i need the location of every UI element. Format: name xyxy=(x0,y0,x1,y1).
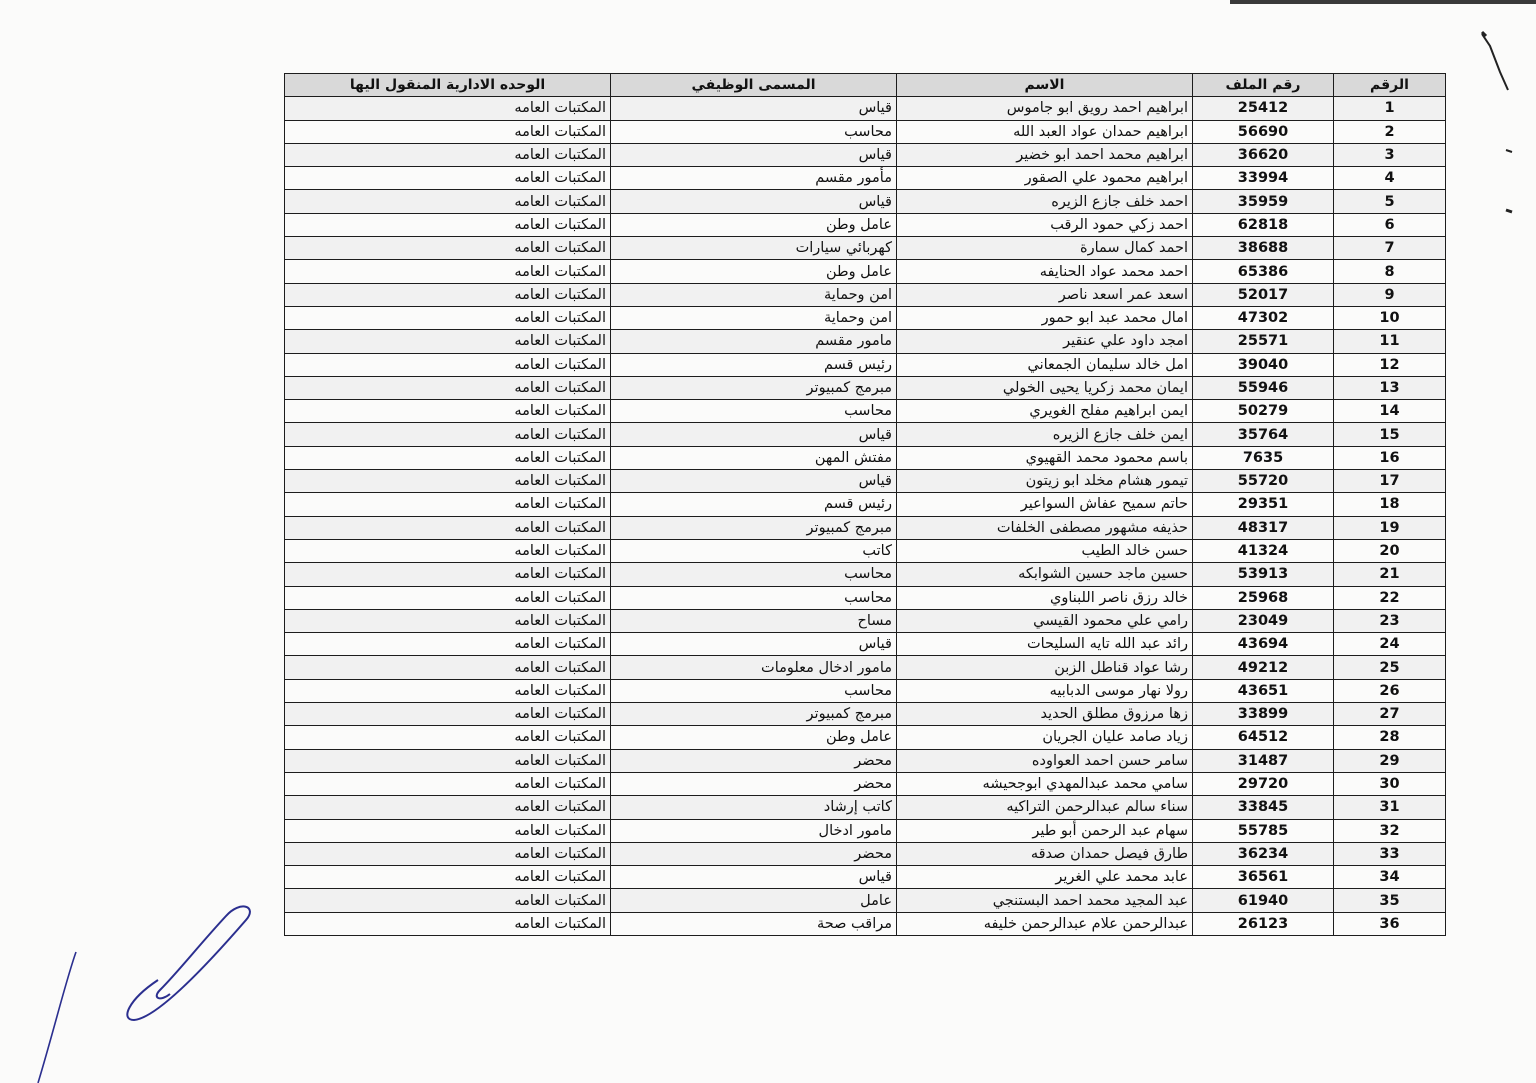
table-row xyxy=(285,330,1446,353)
cell-number: 14 xyxy=(1334,400,1446,423)
cell-admin-unit: المكتبات العامه xyxy=(285,400,611,423)
table-row xyxy=(285,866,1446,889)
cell-admin-unit: المكتبات العامه xyxy=(285,749,611,772)
cell-name: امل خالد سليمان الجمعاني xyxy=(897,353,1193,376)
cell-name: حسين ماجد حسين الشوابكه xyxy=(897,563,1193,586)
cell-admin-unit: المكتبات العامه xyxy=(285,819,611,842)
cell-name: زياد صامد عليان الجريان xyxy=(897,726,1193,749)
cell-file-number: 38688 xyxy=(1193,237,1334,260)
header-admin-unit: الوحده الادارية المنقول اليها xyxy=(285,74,611,97)
cell-number: 6 xyxy=(1334,213,1446,236)
header-file-number: رقم الملف xyxy=(1193,74,1334,97)
cell-file-number: 7635 xyxy=(1193,446,1334,469)
table-row xyxy=(285,633,1446,656)
table-row xyxy=(285,353,1446,376)
cell-admin-unit: المكتبات العامه xyxy=(285,446,611,469)
cell-name: عابد محمد علي الغرير xyxy=(897,866,1193,889)
cell-name: زها مرزوق مطلق الحديد xyxy=(897,703,1193,726)
cell-job-title: عامل xyxy=(611,889,897,912)
cell-job-title: رئيس قسم xyxy=(611,493,897,516)
cell-name: حاتم سميح عفاش السواعير xyxy=(897,493,1193,516)
cell-file-number: 36620 xyxy=(1193,143,1334,166)
table-row xyxy=(285,819,1446,842)
cell-name: سناء سالم عبدالرحمن التراكيه xyxy=(897,796,1193,819)
cell-admin-unit: المكتبات العامه xyxy=(285,423,611,446)
cell-number: 15 xyxy=(1334,423,1446,446)
cell-file-number: 33899 xyxy=(1193,703,1334,726)
cell-file-number: 65386 xyxy=(1193,260,1334,283)
table-row xyxy=(285,772,1446,795)
table-row xyxy=(285,470,1446,493)
cell-file-number: 48317 xyxy=(1193,516,1334,539)
cell-number: 9 xyxy=(1334,283,1446,306)
cell-file-number: 36234 xyxy=(1193,842,1334,865)
cell-number: 26 xyxy=(1334,679,1446,702)
cell-admin-unit: المكتبات العامه xyxy=(285,726,611,749)
table-row xyxy=(285,400,1446,423)
table-row xyxy=(285,796,1446,819)
cell-number: 21 xyxy=(1334,563,1446,586)
cell-name: طارق فيصل حمدان صدقه xyxy=(897,842,1193,865)
cell-file-number: 39040 xyxy=(1193,353,1334,376)
cell-number: 18 xyxy=(1334,493,1446,516)
header-name: الاسم xyxy=(897,74,1193,97)
cell-name: احمد زكي حمود الرقب xyxy=(897,213,1193,236)
cell-admin-unit: المكتبات العامه xyxy=(285,656,611,679)
cell-job-title: عامل وطن xyxy=(611,726,897,749)
cell-job-title: محاسب xyxy=(611,586,897,609)
cell-admin-unit: المكتبات العامه xyxy=(285,889,611,912)
cell-number: 35 xyxy=(1334,889,1446,912)
cell-job-title: امن وحماية xyxy=(611,283,897,306)
header-number: الرقم xyxy=(1334,74,1446,97)
cell-name: عبد المجيد محمد احمد البستنجي xyxy=(897,889,1193,912)
cell-admin-unit: المكتبات العامه xyxy=(285,842,611,865)
cell-name: اسعد عمر اسعد ناصر xyxy=(897,283,1193,306)
cell-number: 10 xyxy=(1334,306,1446,329)
cell-job-title: قياس xyxy=(611,97,897,120)
cell-file-number: 55785 xyxy=(1193,819,1334,842)
table-row xyxy=(285,283,1446,306)
table-row xyxy=(285,120,1446,143)
cell-job-title: مأمور مقسم xyxy=(611,167,897,190)
cell-job-title: محاسب xyxy=(611,679,897,702)
cell-number: 33 xyxy=(1334,842,1446,865)
cell-job-title: كاتب إرشاد xyxy=(611,796,897,819)
cell-job-title: قياس xyxy=(611,143,897,166)
cell-name: حذيفه مشهور مصطفى الخلفات xyxy=(897,516,1193,539)
table-row xyxy=(285,260,1446,283)
cell-admin-unit: المكتبات العامه xyxy=(285,306,611,329)
table-row xyxy=(285,679,1446,702)
cell-file-number: 29351 xyxy=(1193,493,1334,516)
cell-admin-unit: المكتبات العامه xyxy=(285,703,611,726)
cell-name: ابراهيم حمدان عواد العبد الله xyxy=(897,120,1193,143)
cell-file-number: 61940 xyxy=(1193,889,1334,912)
cell-admin-unit: المكتبات العامه xyxy=(285,912,611,935)
cell-file-number: 50279 xyxy=(1193,400,1334,423)
cell-name: امال محمد عبد ابو حمور xyxy=(897,306,1193,329)
cell-name: رامي علي محمود القيسي xyxy=(897,609,1193,632)
cell-admin-unit: المكتبات العامه xyxy=(285,260,611,283)
cell-admin-unit: المكتبات العامه xyxy=(285,493,611,516)
cell-number: 24 xyxy=(1334,633,1446,656)
cell-name: ابراهيم محمود علي الصقور xyxy=(897,167,1193,190)
cell-name: تيمور هشام مخلد ابو زيتون xyxy=(897,470,1193,493)
cell-file-number: 36561 xyxy=(1193,866,1334,889)
cell-number: 32 xyxy=(1334,819,1446,842)
cell-file-number: 41324 xyxy=(1193,539,1334,562)
cell-file-number: 53913 xyxy=(1193,563,1334,586)
cell-file-number: 33994 xyxy=(1193,167,1334,190)
cell-job-title: مامور ادخال معلومات xyxy=(611,656,897,679)
cell-file-number: 56690 xyxy=(1193,120,1334,143)
table-row xyxy=(285,306,1446,329)
cell-admin-unit: المكتبات العامه xyxy=(285,283,611,306)
table-row xyxy=(285,842,1446,865)
cell-file-number: 33845 xyxy=(1193,796,1334,819)
cell-admin-unit: المكتبات العامه xyxy=(285,679,611,702)
cell-file-number: 25968 xyxy=(1193,586,1334,609)
cell-name: حسن خالد الطيب xyxy=(897,539,1193,562)
cell-admin-unit: المكتبات العامه xyxy=(285,563,611,586)
cell-number: 30 xyxy=(1334,772,1446,795)
cell-file-number: 25412 xyxy=(1193,97,1334,120)
table-body xyxy=(285,97,1446,936)
cell-name: رشا عواد قناطل الزبن xyxy=(897,656,1193,679)
table-row xyxy=(285,213,1446,236)
cell-number: 13 xyxy=(1334,376,1446,399)
cell-name: ايمان محمد زكريا يحيى الخولي xyxy=(897,376,1193,399)
cell-admin-unit: المكتبات العامه xyxy=(285,213,611,236)
cell-admin-unit: المكتبات العامه xyxy=(285,120,611,143)
cell-admin-unit: المكتبات العامه xyxy=(285,143,611,166)
table-row xyxy=(285,446,1446,469)
cell-number: 4 xyxy=(1334,167,1446,190)
table-row xyxy=(285,889,1446,912)
table-row xyxy=(285,586,1446,609)
cell-job-title: مفتش المهن xyxy=(611,446,897,469)
cell-file-number: 52017 xyxy=(1193,283,1334,306)
cell-admin-unit: المكتبات العامه xyxy=(285,237,611,260)
cell-job-title: مراقب صحة xyxy=(611,912,897,935)
cell-number: 34 xyxy=(1334,866,1446,889)
cell-file-number: 55720 xyxy=(1193,470,1334,493)
cell-admin-unit: المكتبات العامه xyxy=(285,866,611,889)
cell-admin-unit: المكتبات العامه xyxy=(285,470,611,493)
cell-admin-unit: المكتبات العامه xyxy=(285,353,611,376)
table-row xyxy=(285,703,1446,726)
cell-number: 31 xyxy=(1334,796,1446,819)
cell-number: 20 xyxy=(1334,539,1446,562)
table-row xyxy=(285,190,1446,213)
cell-admin-unit: المكتبات العامه xyxy=(285,609,611,632)
cell-number: 23 xyxy=(1334,609,1446,632)
cell-job-title: محضر xyxy=(611,842,897,865)
cell-admin-unit: المكتبات العامه xyxy=(285,167,611,190)
cell-job-title: قياس xyxy=(611,633,897,656)
cell-number: 1 xyxy=(1334,97,1446,120)
cell-admin-unit: المكتبات العامه xyxy=(285,330,611,353)
cell-number: 16 xyxy=(1334,446,1446,469)
cell-number: 27 xyxy=(1334,703,1446,726)
cell-admin-unit: المكتبات العامه xyxy=(285,539,611,562)
cell-admin-unit: المكتبات العامه xyxy=(285,796,611,819)
cell-name: ايمن خلف جازع الزيره xyxy=(897,423,1193,446)
transfer-table xyxy=(284,73,1446,936)
cell-file-number: 23049 xyxy=(1193,609,1334,632)
cell-name: ابراهيم محمد احمد ابو خضير xyxy=(897,143,1193,166)
cell-name: احمد محمد عواد الحنايفه xyxy=(897,260,1193,283)
cell-job-title: محاسب xyxy=(611,563,897,586)
cell-file-number: 62818 xyxy=(1193,213,1334,236)
table-row xyxy=(285,516,1446,539)
cell-name: خالد رزق ناصر اللبناوي xyxy=(897,586,1193,609)
cell-number: 2 xyxy=(1334,120,1446,143)
table-row xyxy=(285,423,1446,446)
cell-number: 8 xyxy=(1334,260,1446,283)
table-row xyxy=(285,749,1446,772)
cell-job-title: امن وحماية xyxy=(611,306,897,329)
cell-job-title: مبرمج كمبيوتر xyxy=(611,703,897,726)
table-row xyxy=(285,237,1446,260)
cell-admin-unit: المكتبات العامه xyxy=(285,97,611,120)
cell-file-number: 26123 xyxy=(1193,912,1334,935)
cell-number: 22 xyxy=(1334,586,1446,609)
cell-name: عبدالرحمن علام عبدالرحمن خليفه xyxy=(897,912,1193,935)
table-header-row xyxy=(285,74,1446,97)
cell-name: سامي محمد عبدالمهدي ابوجحيشه xyxy=(897,772,1193,795)
cell-job-title: محضر xyxy=(611,772,897,795)
cell-job-title: محاسب xyxy=(611,120,897,143)
cell-number: 7 xyxy=(1334,237,1446,260)
cell-number: 3 xyxy=(1334,143,1446,166)
cell-file-number: 35764 xyxy=(1193,423,1334,446)
cell-name: احمد كمال سمارة xyxy=(897,237,1193,260)
cell-number: 12 xyxy=(1334,353,1446,376)
table-row xyxy=(285,726,1446,749)
cell-name: سهام عبد الرحمن أبو طير xyxy=(897,819,1193,842)
cell-job-title: قياس xyxy=(611,470,897,493)
cell-file-number: 29720 xyxy=(1193,772,1334,795)
cell-job-title: مامور مقسم xyxy=(611,330,897,353)
cell-name: باسم محمود محمد القهيوي xyxy=(897,446,1193,469)
table-row xyxy=(285,609,1446,632)
cell-job-title: عامل وطن xyxy=(611,213,897,236)
cell-job-title: محضر xyxy=(611,749,897,772)
cell-job-title: مساح xyxy=(611,609,897,632)
cell-number: 11 xyxy=(1334,330,1446,353)
table-row xyxy=(285,912,1446,935)
table-row xyxy=(285,563,1446,586)
header-job-title: المسمى الوظيفي xyxy=(611,74,897,97)
cell-admin-unit: المكتبات العامه xyxy=(285,586,611,609)
cell-admin-unit: المكتبات العامه xyxy=(285,516,611,539)
cell-file-number: 31487 xyxy=(1193,749,1334,772)
cell-job-title: مبرمج كمبيوتر xyxy=(611,376,897,399)
cell-file-number: 47302 xyxy=(1193,306,1334,329)
cell-job-title: قياس xyxy=(611,190,897,213)
cell-name: ابراهيم احمد رويق ابو جاموس xyxy=(897,97,1193,120)
cell-number: 19 xyxy=(1334,516,1446,539)
cell-number: 5 xyxy=(1334,190,1446,213)
cell-file-number: 25571 xyxy=(1193,330,1334,353)
cell-job-title: رئيس قسم xyxy=(611,353,897,376)
cell-job-title: قياس xyxy=(611,866,897,889)
scan-marks xyxy=(1456,0,1536,260)
cell-job-title: عامل وطن xyxy=(611,260,897,283)
cell-job-title: محاسب xyxy=(611,400,897,423)
cell-job-title: قياس xyxy=(611,423,897,446)
handwritten-signature xyxy=(20,880,260,1083)
cell-job-title: كهربائي سيارات xyxy=(611,237,897,260)
cell-file-number: 64512 xyxy=(1193,726,1334,749)
cell-name: امجد داود علي عنقير xyxy=(897,330,1193,353)
cell-name: سامر حسن احمد العواوده xyxy=(897,749,1193,772)
cell-admin-unit: المكتبات العامه xyxy=(285,772,611,795)
cell-name: رولا نهار موسى الدبابيه xyxy=(897,679,1193,702)
table-row xyxy=(285,539,1446,562)
table-row xyxy=(285,656,1446,679)
cell-file-number: 43694 xyxy=(1193,633,1334,656)
cell-job-title: مبرمج كمبيوتر xyxy=(611,516,897,539)
table-row xyxy=(285,376,1446,399)
cell-admin-unit: المكتبات العامه xyxy=(285,633,611,656)
table-row xyxy=(285,167,1446,190)
cell-file-number: 43651 xyxy=(1193,679,1334,702)
cell-name: ايمن ابراهيم مفلح الغويري xyxy=(897,400,1193,423)
table-row xyxy=(285,143,1446,166)
cell-job-title: مامور ادخال xyxy=(611,819,897,842)
cell-admin-unit: المكتبات العامه xyxy=(285,376,611,399)
cell-job-title: كاتب xyxy=(611,539,897,562)
cell-number: 25 xyxy=(1334,656,1446,679)
cell-number: 28 xyxy=(1334,726,1446,749)
cell-name: رائد عبد الله تايه السليحات xyxy=(897,633,1193,656)
cell-number: 17 xyxy=(1334,470,1446,493)
cell-name: احمد خلف جازع الزيره xyxy=(897,190,1193,213)
table-row xyxy=(285,97,1446,120)
cell-file-number: 49212 xyxy=(1193,656,1334,679)
cell-number: 29 xyxy=(1334,749,1446,772)
cell-number: 36 xyxy=(1334,912,1446,935)
cell-file-number: 55946 xyxy=(1193,376,1334,399)
cell-admin-unit: المكتبات العامه xyxy=(285,190,611,213)
cell-file-number: 35959 xyxy=(1193,190,1334,213)
table-row xyxy=(285,493,1446,516)
